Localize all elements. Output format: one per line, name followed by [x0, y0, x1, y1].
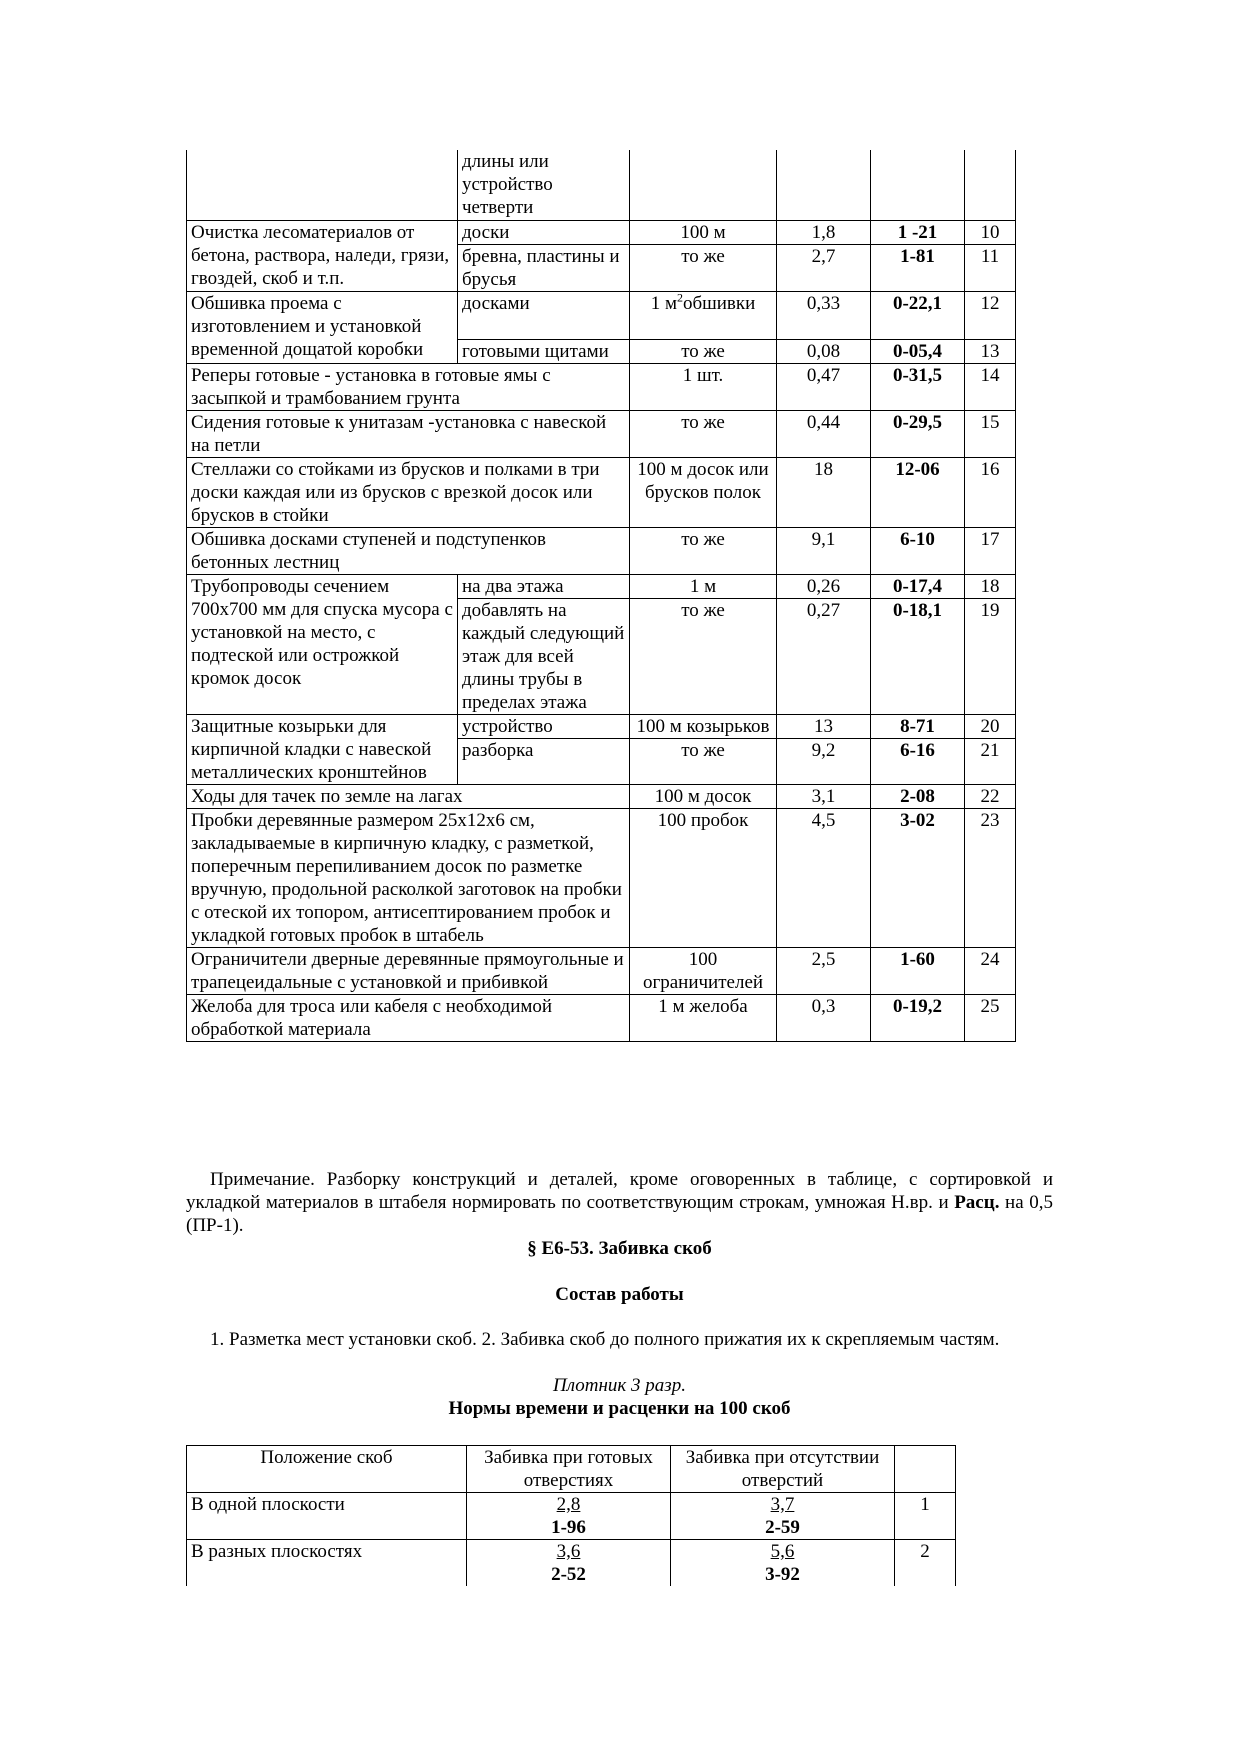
table-row [187, 1493, 956, 1540]
cell-number: 14 [965, 363, 1016, 410]
cell-method: устройство [458, 714, 630, 738]
table-row [187, 457, 1016, 527]
table-row [187, 738, 1016, 785]
cell-time: 2,5 [777, 948, 871, 995]
cell-rate: 0-05,4 [871, 339, 965, 363]
cell-value: 2,8 1-96 [467, 1493, 671, 1540]
table-row [187, 995, 1016, 1042]
cell-label: В разных плоскостях [187, 1540, 467, 1587]
cell-time: 0,27 [777, 598, 871, 714]
table-row [187, 1540, 956, 1587]
table-row [187, 150, 1016, 220]
cell-rate: 6-16 [871, 738, 965, 785]
cell-unit: 100 ограничителей [630, 948, 777, 995]
cell-method: добавлять на каждый следующий этаж для всей длины трубы в пределах этажа [458, 598, 630, 714]
norms-table-continued [186, 150, 1016, 1042]
cell-number: 13 [965, 339, 1016, 363]
cell-number: 10 [965, 220, 1016, 244]
table-row [187, 809, 1016, 948]
staples-norms-table [186, 1445, 956, 1586]
cell-unit: 100 м [630, 220, 777, 244]
cell-unit: то же [630, 738, 777, 785]
cell-name: 700х700 мм для спуска мусора с установкой на место, с подтеской или острожкой кромок досок [187, 598, 458, 714]
cell-rate: 0-22,1 [871, 291, 965, 339]
cell-name: Стеллажи со стойками из брусков и полками в три доски каждая или из брусков с врезкой досок или брусков в стойки [187, 457, 630, 527]
cell-time: 0,26 [777, 574, 871, 598]
cell-time: 0,47 [777, 363, 871, 410]
cell-value: 3,6 2-52 [467, 1540, 671, 1587]
section-title: § Е6-53. Забивка скоб [527, 1238, 712, 1259]
cell-time: 9,1 [777, 527, 871, 574]
norms-heading: Нормы времени и расценки на 100 скоб [448, 1398, 791, 1419]
cell-rate: 3-02 [871, 809, 965, 948]
cell-name: Обшивка проема с изготовлением и установкой временной дощатой коробки [187, 291, 458, 363]
cell-unit: 1 $м^2обшивки$ [630, 291, 777, 339]
cell-rate: 0-18,1 [871, 598, 965, 714]
cell-name: Защитные козырьки для [187, 714, 458, 738]
cell-number: 18 [965, 574, 1016, 598]
cell-rate: 2-08 [871, 785, 965, 809]
cell-unit: 100 м досок или брусков полок [630, 457, 777, 527]
cell-unit: то же [630, 527, 777, 574]
cell-rate: 1-81 [871, 244, 965, 291]
table-row [187, 410, 1016, 457]
cell-number: 19 [965, 598, 1016, 714]
cell-method: бревна, пластины и брусья [458, 244, 630, 291]
cell-name: кирпичной кладки с навеской металлических кронштейнов [187, 738, 458, 785]
header-cell: Положение скоб [187, 1446, 467, 1493]
worker-grade: Плотник 3 разр. [553, 1375, 686, 1396]
cell-time: 4,5 [777, 809, 871, 948]
cell-time: 0,08 [777, 339, 871, 363]
cell-number [965, 150, 1016, 220]
cell-time: 2,7 [777, 244, 871, 291]
cell-number: 12 [965, 291, 1016, 339]
cell-value: 3,7 2-59 [671, 1493, 895, 1540]
header-cell: Забивка при готовых отверстиях [467, 1446, 671, 1493]
cell-unit: 100 пробок [630, 809, 777, 948]
work-description: 1. Разметка мест установки скоб. 2. Забивка скоб до полного прижатия их к скрепляемым частям. [210, 1329, 1000, 1350]
table-row [187, 714, 1016, 738]
cell-name: Пробки деревянные размером 25х12х6 см, закладываемые в кирпичную кладку, с разметкой, поперечным перепиливанием досок по разметке вручную, продольной расколкой заготовок на пробки с отеской их топором, антисептированием пробок и укладкой готовых пробок в штабель [187, 809, 630, 948]
cell-time: 13 [777, 714, 871, 738]
cell-method: длины или устройство четверти [458, 150, 630, 220]
header-cell: Забивка при отсутствии отверстий [671, 1446, 895, 1493]
cell-number: 15 [965, 410, 1016, 457]
cell-time: 18 [777, 457, 871, 527]
cell-name: Обшивка досками ступеней и подступенков бетонных лестниц [187, 527, 630, 574]
table-header-row [187, 1446, 956, 1493]
table-row [187, 363, 1016, 410]
cell-time: 0,3 [777, 995, 871, 1042]
cell-time: 0,33 [777, 291, 871, 339]
note-bold-term: Расц. [954, 1192, 1000, 1213]
cell-rate: 6-10 [871, 527, 965, 574]
cell-time: 0,44 [777, 410, 871, 457]
cell-name: Сидения готовые к унитазам -установка с навеской на петли [187, 410, 630, 457]
cell-unit: 1 м желоба [630, 995, 777, 1042]
cell-name: Ходы для тачек по земле на лагах [187, 785, 630, 809]
cell-unit: то же [630, 244, 777, 291]
table-row [187, 527, 1016, 574]
cell-method: разборка [458, 738, 630, 785]
header-cell [895, 1446, 956, 1493]
cell-rate: 1 -21 [871, 220, 965, 244]
cell-rate: 0-19,2 [871, 995, 965, 1042]
table-row [187, 598, 1016, 714]
cell-time: 9,2 [777, 738, 871, 785]
cell-time [777, 150, 871, 220]
cell-number: 16 [965, 457, 1016, 527]
cell-unit: то же [630, 410, 777, 457]
cell-value: 5,6 3-92 [671, 1540, 895, 1587]
table-row [187, 785, 1016, 809]
cell-unit: 100 м досок [630, 785, 777, 809]
cell-method: готовыми щитами [458, 339, 630, 363]
cell-number: 17 [965, 527, 1016, 574]
cell-unit [630, 150, 777, 220]
table-row [187, 574, 1016, 598]
cell-name: Трубопроводы сечением [187, 574, 458, 598]
table-row [187, 220, 1016, 244]
cell-number: 21 [965, 738, 1016, 785]
cell-number: 23 [965, 809, 1016, 948]
table-row [187, 291, 1016, 339]
table-row [187, 948, 1016, 995]
cell-time: 3,1 [777, 785, 871, 809]
cell-number: 11 [965, 244, 1016, 291]
cell-name: Реперы готовые - установка в готовые ямы с засыпкой и трамбованием грунта [187, 363, 630, 410]
cell-time: 1,8 [777, 220, 871, 244]
cell-unit: 100 м козырьков [630, 714, 777, 738]
work-heading: Состав работы [555, 1284, 684, 1305]
cell-name: Ограничители дверные деревянные прямоугольные и трапецеидальные с установкой и прибивкой [187, 948, 630, 995]
cell-unit: то же [630, 339, 777, 363]
cell-number: 24 [965, 948, 1016, 995]
cell-method: досками [458, 291, 630, 339]
cell-number: 22 [965, 785, 1016, 809]
cell-number: 20 [965, 714, 1016, 738]
cell-unit: 1 м [630, 574, 777, 598]
cell-method: на два этажа [458, 574, 630, 598]
cell-name: Желоба для троса или кабеля с необходимой обработкой материала [187, 995, 630, 1042]
cell-method: доски [458, 220, 630, 244]
cell-number: 2 [895, 1540, 956, 1587]
cell-rate [871, 150, 965, 220]
cell-rate: 0-17,4 [871, 574, 965, 598]
cell-label: В одной плоскости [187, 1493, 467, 1540]
cell-rate: 1-60 [871, 948, 965, 995]
note-paragraph: Примечание. Разборку конструкций и деталей, кроме оговоренных в таблице, с сортировкой и укладкой материалов в штабеля нормировать по соответствующим строкам, умножая Н.вр. и Расц. на 0,5 (ПР-1). [186, 1169, 1053, 1236]
cell-number: 1 [895, 1493, 956, 1540]
cell-rate: 0-31,5 [871, 363, 965, 410]
cell-rate: 0-29,5 [871, 410, 965, 457]
cell-unit: то же [630, 598, 777, 714]
cell-name: Очистка лесоматериалов от бетона, раствора, наледи, грязи, гвоздей, скоб и т.п. [187, 220, 458, 291]
cell-number: 25 [965, 995, 1016, 1042]
cell-unit: 1 шт. [630, 363, 777, 410]
cell-rate: 8-71 [871, 714, 965, 738]
cell-rate: 12-06 [871, 457, 965, 527]
cell-name [187, 150, 458, 220]
